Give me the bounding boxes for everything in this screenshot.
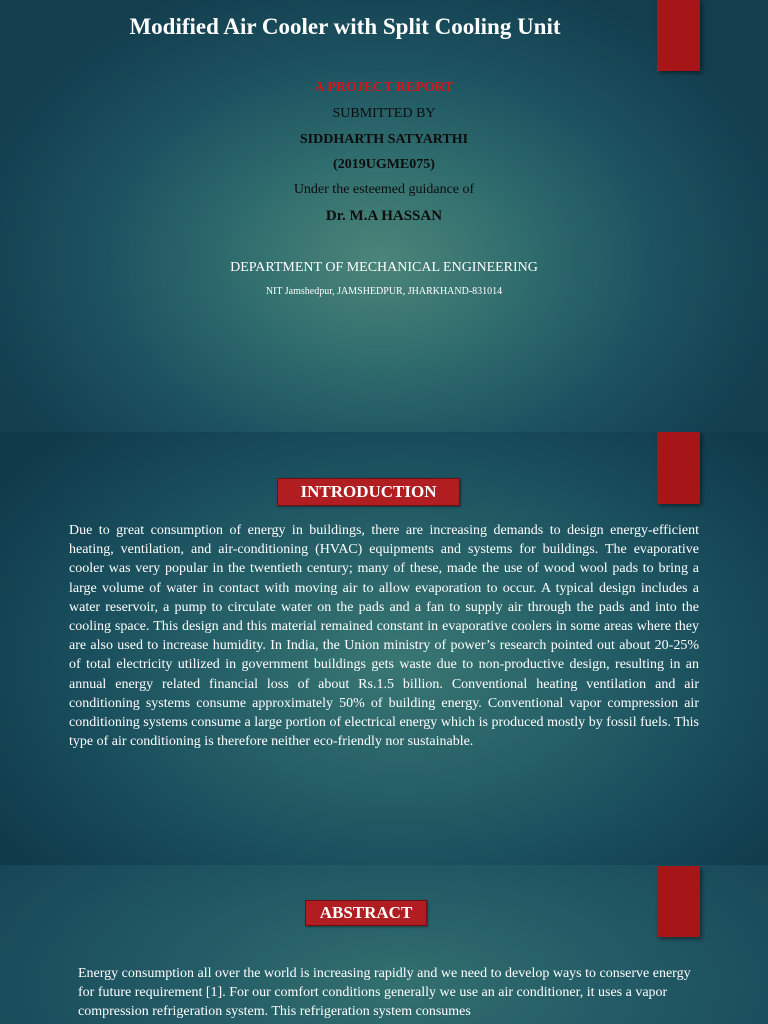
roll-number: (2019UGME075) [333,157,435,172]
abstract-body: Energy consumption all over the world is increasing rapidly and we need to develop ways to conserve energy for future requirement [1]. For our comfort conditions generally we use an air conditioner, it uses a vapor compression refrigeration system. This refrigeration system consumes [78,966,691,1020]
abstract-heading: ABSTRACT [305,900,427,926]
slide-accent-tab [657,432,700,504]
introduction-body: Due to great consumption of energy in buildings, there are increasing demands to design energy-efficient heating, ventilation, and air-conditioning (HVAC) equipments and systems for buildings. The evaporative cooler was very popular in the twentieth century; many of these, made the use of wood wool pads to bring a large volume of water in contact with moving air to allow evaporation to occur. A typical design includes a water reservoir, a pump to circulate water on the pads and a fan to supply air through the pads and into the cooling space. This design and this material remained constant in evaporative coolers in some areas where they are also used to increase humidity. In India, the Union ministry of power’s research pointed out about 20-25% of total electricity utilized in government buildings gets waste due to non-productive design, resulting in an annual energy related financial loss of about Rs.1.5 billion. Conventional heating ventilation and air conditioning systems consume approximately 50% of building energy. Conventional vapor compression air conditioning systems consume a large portion of electrical energy which is produced mostly by fossil fuels. This type of air conditioning is therefore neither eco-friendly nor sustainable. [69,523,699,750]
student-name: SIDDHARTH SATYARTHI [299,132,469,147]
title-slide [0,0,768,432]
guide-name: Dr. M.A HASSAN [325,208,443,224]
slide-accent-tab [657,866,700,937]
introduction-slide [0,432,768,865]
report-title: Modified Air Cooler with Split Cooling Unit [129,14,561,39]
introduction-heading: INTRODUCTION [277,478,460,506]
guidance-text: Under the esteemed guidance of [293,182,475,197]
submitted-by-label: SUBMITTED BY [332,106,436,121]
abstract-slide [0,865,768,1024]
institute-address: NIT Jamshedpur, JAMSHEDPUR, JHARKHAND-831014 [265,286,503,297]
department-name: DEPARTMENT OF MECHANICAL ENGINEERING [230,260,538,275]
project-report-label: A PROJECT REPORT [314,80,454,95]
